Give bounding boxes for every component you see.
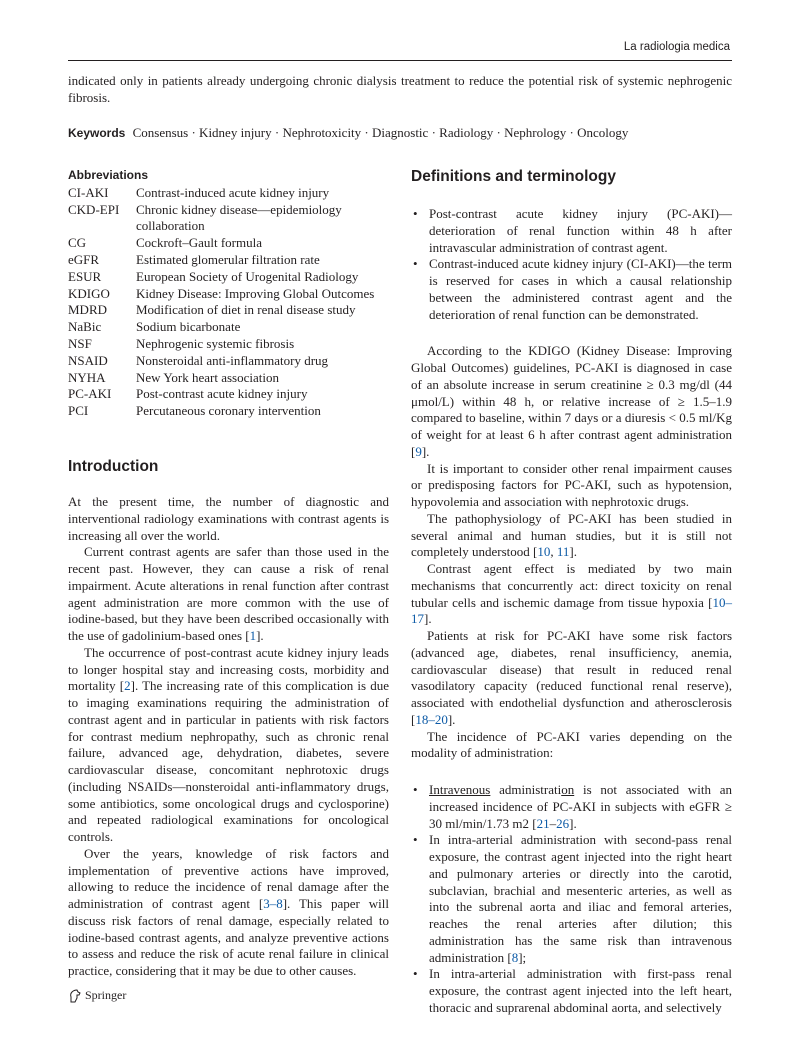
administration-item: • In intra-arterial administration with first-pass renal exposure, the contrast agent injected into the left heart, thoracic and suprarenal abdominal aorta, and selectively (413, 966, 732, 1015)
abbreviation-definition: Nephrogenic systemic fibrosis (136, 335, 295, 351)
publisher-name: Springer (85, 988, 127, 1002)
citation-link[interactable]: 21 (536, 815, 550, 831)
definitions-paragraph: The incidence of PC-AKI varies depending on the modality of administration: (411, 728, 732, 761)
citation-link[interactable]: 10–17 (411, 594, 732, 627)
administration-bullets (411, 782, 732, 1017)
abbreviation-row (68, 252, 398, 269)
citation-link[interactable]: 18–20 (415, 711, 448, 727)
definitions-heading: Definitions and terminology (411, 168, 616, 185)
abbreviation-definition: Post-contrast acute kidney injury (136, 386, 308, 402)
abbreviation-row (68, 403, 398, 420)
abbreviation-row (68, 336, 398, 353)
abbreviation-row (68, 302, 398, 319)
keywords-label: Keywords (68, 126, 126, 140)
abbreviation-term: eGFR (68, 251, 100, 267)
abbreviation-definition: European Society of Urogenital Radiology (136, 268, 359, 284)
citation-link[interactable]: 8 (511, 949, 519, 965)
definitions-paragraph: Contrast agent effect is mediated by two main mechanisms that concurrently act: direct toxicity on renal tubular cells and ischemic damage from tissue hypoxia [10–17]. (411, 561, 732, 627)
citation-link[interactable]: 9 (415, 443, 422, 459)
bullet-dot: • (413, 966, 418, 982)
abbreviation-row (68, 353, 398, 370)
definitions-paragraph: The pathophysiology of PC-AKI has been studied in several animal and human studies, but it is still not completely understood [10, 11]. (411, 510, 732, 560)
running-header-journal: La radiologia medica (623, 41, 730, 53)
definitions-paragraph: It is important to consider other renal impairment causes or predisposing factors for PC-AKI, such as hypotension, hypovolemia and association with nephrotoxic drugs. (411, 460, 732, 509)
abbreviation-term: ESUR (68, 268, 102, 284)
intro-paragraph: At the present time, the number of diagnostic and interventional radiology examinations with contrast agents is increasing all over the world. (68, 494, 389, 543)
abbreviation-definition: New York heart association (136, 369, 279, 385)
abbreviation-definition: Nonsteroidal anti-inflammatory drug (136, 352, 329, 368)
definitions-paragraph: According to the KDIGO (Kidney Disease: Improving Global Outcomes) guidelines, PC-AKI is diagnosed in case of an absolute increase in serum creatinine ≥ 0.3 mg/dl (44 μmol/L) within 48 h, or relative increase of ≥ 1.5–1.9 compared to baseline, within 7 days or a diuresis < 0.5 ml/Kg of weight for at least 6 h after contrast agent administration [9]. (411, 343, 732, 459)
abbreviation-definition: Sodium bicarbonate (136, 319, 241, 335)
definition-item: • Contrast-induced acute kidney injury (CI-AKI)—the term is reserved for cases in which a causal relationship between the administered contrast agent and the deterioration of renal function can be demonstrated. (413, 256, 732, 322)
citation-link[interactable]: 26 (556, 815, 570, 831)
abbreviation-term: CI-AKI (68, 184, 109, 200)
introduction-section (68, 458, 389, 980)
definition-item: • Post-contrast acute kidney injury (PC-AKI)—deterioration of renal function within 48 h after intravascular administration of contrast agent. (413, 206, 732, 255)
administration-item: • In intra-arterial administration with second-pass renal exposure, the contrast agent injected into the right heart and pulmonary arteries or directly into the carotid, subclavian, brachial and mesenteric arteries, as well as into the subrenal aorta and iliac and femoral arteries, reaches the renal arteries after dilution; this administration has the same risk than intravenous administration [8]; (413, 832, 732, 965)
intro-paragraph: The occurrence of post-contrast acute kidney injury leads to longer hospital stay and increasing costs, morbidity and mortality [2]. The increasing rate of this complication is due to imaging examinations requiring the administration of contrast agent and in particular in patients with risk factors for contrast medium nephropathy, such as chronic renal failure, advanced age, dehydration, diabetes, severe cardiovascular disease, concomitant nephrotoxic drugs (including NSAIDs—nonsteroidal anti-inflammatory drugs, some antibiotics, some oncological drugs and cyclosporine) and repeated radiological examinations for oncological controls. (68, 644, 389, 844)
abbreviation-row (68, 370, 398, 387)
abbreviation-definition: Chronic kidney disease—epidemiology collaboration (136, 201, 342, 234)
publisher-footer (68, 988, 126, 1003)
keywords-text: Consensus · Kidney injury · Nephrotoxicity · Diagnostic · Radiology · Nephrology · Oncology (132, 125, 629, 140)
abbreviation-term: PC-AKI (68, 386, 112, 402)
abbreviation-definition: Estimated glomerular filtration rate (136, 251, 320, 267)
abbreviation-term: NaBic (68, 319, 102, 335)
abbreviation-row (68, 235, 398, 252)
abbreviation-row (68, 202, 398, 236)
abbreviation-row (68, 286, 398, 303)
abbreviation-term: KDIGO (68, 285, 110, 301)
abbreviation-term: CKD-EPI (68, 201, 120, 217)
citation-link[interactable]: 11 (556, 544, 570, 560)
abbreviation-term: MDRD (68, 302, 108, 318)
citation-link[interactable]: 10 (537, 544, 551, 560)
abbreviation-row (68, 319, 398, 336)
introduction-heading: Introduction (68, 458, 159, 475)
abbreviation-definition: Kidney Disease: Improving Global Outcomes (136, 285, 375, 301)
abbreviation-term: PCI (68, 403, 89, 419)
definitions-paragraph: Patients at risk for PC-AKI have some risk factors (advanced age, diabetes, renal insufficiency, anemia, cardiovascular disease) that result in reduced renal vasodilatory capacity (reduced functional renal reserve), associated with endothelial dysfunction and atherosclerosis [18–20]. (411, 628, 732, 727)
intro-paragraph: Over the years, knowledge of risk factors and implementation of preventive actions have improved, allowing to reduce the incidence of renal damage after the administration of contrast agent [3–8]. This paper will discuss risk factors of renal damage, especially related to iodine-based contrast agents, and analyze preventive actions to assess and reduce the risk of acute renal failure in clinical practice, considering that it may be due to other causes. (68, 845, 389, 978)
administration-item: • Intravenous administration is not associated with an increased incidence of PC-AKI in subjects with eGFR ≥ 30 ml/min/1.73 m2 [21–26]. (413, 782, 732, 831)
abbreviations-list (68, 185, 398, 420)
springer-horse-icon (68, 989, 81, 1003)
abbreviation-term: NSAID (68, 352, 108, 368)
bullet-dot: • (413, 782, 418, 797)
abbreviation-definition: Cockroft–Gault formula (136, 235, 262, 251)
intro-paragraph: Current contrast agents are safer than those used in the recent past. However, they can cause a risk of renal impairment. Acute alterations in renal function after contrast agent administration are more common with the use of iodine-based, but they have been described occasionally with the use of gadolinium-based ones [1]. (68, 544, 389, 643)
citation-link[interactable]: 1 (249, 628, 257, 643)
abbreviation-row (68, 386, 398, 403)
abbreviation-row (68, 185, 398, 202)
citation-link[interactable]: 3–8 (263, 896, 283, 911)
keywords-line (68, 124, 732, 142)
bullet-dot: • (413, 256, 418, 272)
abbreviation-definition: Percutaneous coronary intervention (136, 403, 321, 419)
bullet-dot: • (413, 832, 418, 848)
abbreviation-term: NYHA (68, 369, 106, 385)
abstract-continuation: indicated only in patients already undergoing chronic dialysis treatment to reduce the potential risk of systemic nephrogenic fibrosis. (68, 73, 732, 105)
definitions-bullets (411, 206, 732, 323)
bullet-dot: • (413, 206, 418, 221)
citation-link[interactable]: 2 (124, 678, 131, 694)
abbreviation-definition: Contrast-induced acute kidney injury (136, 184, 330, 200)
header-rule (68, 60, 732, 61)
abbreviation-definition: Modification of diet in renal disease study (136, 302, 356, 318)
abbreviation-row (68, 269, 398, 286)
abbreviations-block (68, 167, 398, 420)
abbreviation-term: CG (68, 235, 87, 251)
abbreviations-title: Abbreviations (68, 168, 149, 182)
abbreviation-term: NSF (68, 335, 92, 351)
definitions-section (411, 167, 732, 1017)
